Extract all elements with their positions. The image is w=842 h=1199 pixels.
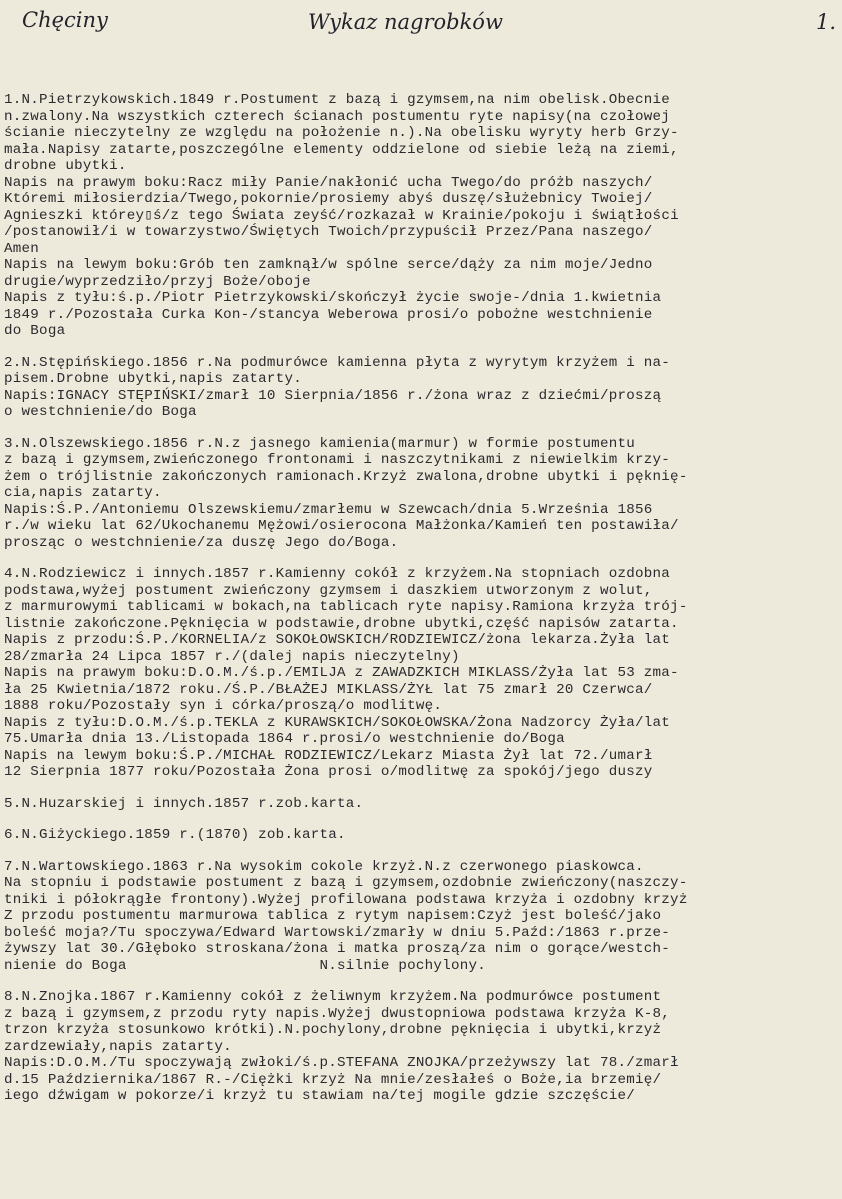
typed-line: żywszy lat 30./Głęboko stroskana/żona i matka proszą/za nim o gorące/westch- [4, 941, 671, 957]
handwritten-place-note: Chęciny [22, 8, 108, 32]
typed-inventory-body [0, 92, 842, 1120]
typed-line: tniki i półokrągłe frontony).Wyżej profilowana podstawa krzyża i ozdobny krzyż [4, 891, 688, 908]
typed-line: Na stopniu i podstawie postument z bazą i gzymsem,ozdobnie zwieńczony(naszczy- [4, 875, 688, 891]
typed-line: 3.N.Olszewskiego.1856 r.N.z jasnego kamienia(marmur) w formie postumentu [4, 435, 635, 452]
typed-line: Napis z tyłu:ś.p./Piotr Pietrzykowski/skończył życie swoje-/dnia 1.kwietnia [4, 290, 662, 306]
typed-line: Napis na prawym boku:D.O.M./ś.p./EMILJA z ZAWADZKICH MIKLASS/Żyła lat 53 zma- [4, 665, 679, 681]
handwritten-page-number: 1. [816, 10, 837, 34]
typed-line: 1849 r./Pozostała Curka Kon-/stancya Weberowa prosi/o pobożne westchnienie [4, 306, 653, 323]
typed-line: do Boga [4, 323, 66, 339]
inventory-entry [0, 859, 842, 975]
typed-line: ścianie nieczytelny ze względu na położenie n.).Na obelisku wyryty herb Grzy- [4, 125, 679, 141]
typed-line: d.15 Października/1867 R.-/Ciężki krzyż Na mnie/zesłałeś o Boże,ia brzemię/ [4, 1071, 662, 1088]
handwritten-title: Wykaz nagrobków [308, 10, 503, 34]
typed-line: 2.N.Stępińskiego.1856 r.Na podmurówce kamienna płyta z wyrytym krzyżem i na- [4, 354, 671, 371]
inventory-entry [0, 355, 842, 421]
inventory-entry [0, 566, 842, 781]
typed-line: cia,napis zatarty. [4, 485, 162, 501]
typed-line: trzon krzyża stosunkowo krótki).N.pochylony,drobne pęknięcia i ubytki,krzyż [4, 1022, 662, 1038]
typed-line: iego dźwigam w pokorze/i krzyż tu stawiam na/tej mogile gdzie szczęście/ [4, 1088, 635, 1104]
inventory-entry [0, 989, 842, 1105]
typed-line: 12 Sierpnia 1877 roku/Pozostała Żona prosi o/modlitwę za spokój/jego duszy [4, 764, 653, 780]
typed-line: 28/zmarła 24 Lipca 1857 r./(dalej napis nieczytelny) [4, 648, 460, 665]
typed-line: 5.N.Huzarskiej i innych.1857 r.zob.karta. [4, 795, 364, 812]
typed-line: listnie zakończone.Pęknięcia w podstawie,drobne ubytki,część napisów zatarta. [4, 615, 679, 632]
typed-line: Napis na prawym boku:Racz miły Panie/nakłonić ucha Twego/do próżb naszych/ [4, 174, 653, 191]
typed-line: z bazą i gzymsem,zwieńczonego frontonami i naszczytnikami z niewielkim krzy- [4, 452, 671, 468]
typed-line: /postanowił/i w towarzystwo/Świętych Twoich/przypuścił Przez/Pana naszego/ [4, 224, 653, 240]
typed-line: Napis:Ś.P./Antoniemu Olszewskiemu/zmarłemu w Szewcach/dnia 5.Września 1856 [4, 501, 653, 518]
typed-line: 75.Umarła dnia 13./Listopada 1864 r.prosi/o westchnienie do/Boga [4, 731, 565, 747]
typed-line: 1.N.Pietrzykowskich.1849 r.Postument z bazą i gzymsem,na nim obelisk.Obecnie [4, 92, 671, 108]
typed-line: prosząc o westchnienie/za duszę Jego do/Boga. [4, 534, 399, 551]
typed-line: Napis:IGNACY STĘPIŃSKI/zmarł 10 Sierpnia/1856 r./żona wraz z dziećmi/proszą [4, 387, 662, 404]
typed-line: z bazą i gzymsem,z przodu ryty napis.Wyżej dwustopniowa podstawa krzyża K-8, [4, 1005, 671, 1022]
typed-line: Amen [4, 240, 40, 257]
typed-line: Napis z tyłu:D.O.M./ś.p.TEKLA z KURAWSKICH/SOKOŁOWSKA/Żona Nadzorcy Żyła/lat [4, 714, 671, 731]
typed-line: Napis z przodu:Ś.P./KORNELIA/z SOKOŁOWSKICH/RODZIEWICZ/żona lekarza.Żyła lat [4, 632, 671, 648]
typed-line: 7.N.Wartowskiego.1863 r.Na wysokim cokole krzyż.N.z czerwonego piaskowca. [4, 858, 644, 875]
typed-line: r./w wieku lat 62/Ukochanemu Mężowi/osierocona Małżonka/Kamień ten postawiła/ [4, 518, 679, 534]
typed-line: żem o trójlistnie zakończonych ramionach.Krzyż zwalona,drobne ubytki i pęknię- [4, 468, 688, 485]
inventory-entry [0, 827, 842, 844]
typed-line: nienie do Boga N.silnie pochylony. [4, 957, 487, 974]
typed-line: ła 25 Kwietnia/1872 roku./Ś.P./BŁAŻEJ MIKLASS/ŻYŁ lat 75 zmarł 20 Czerwca/ [4, 681, 653, 698]
typed-line: o westchnienie/do Boga [4, 404, 197, 420]
typed-line: Napis na lewym boku:Ś.P./MICHAŁ RODZIEWICZ/Lekarz Miasta Żył lat 72./umarł [4, 747, 653, 764]
typed-line: 4.N.Rodziewicz i innych.1857 r.Kamienny cokół z krzyżem.Na stopniach ozdobna [4, 566, 671, 582]
typed-line: Napis:D.O.M./Tu spoczywają zwłoki/ś.p.STEFANA ZNOJKA/przeżywszy lat 78./zmarł [4, 1055, 679, 1071]
typed-line: zardzewiały,napis zatarty. [4, 1038, 232, 1055]
typed-line: drugie/wyprzedziło/przyj Boże/oboje [4, 273, 311, 290]
typed-line: n.zwalony.Na wszystkich czterech ścianach postumentu ryte napisy(na czołowej [4, 108, 671, 125]
typed-line: 6.N.Giżyckiego.1859 r.(1870) zob.karta. [4, 827, 346, 843]
inventory-entry [0, 436, 842, 552]
typed-line: 1888 roku/Pozostały syn i córka/proszą/o modlitwę. [4, 698, 443, 714]
inventory-entry [0, 796, 842, 813]
typed-line: mała.Napisy zatarte,poszczególne elementy oddzielone od siebie leżą na ziemi, [4, 141, 679, 158]
typed-line: Z przodu postumentu marmurowa tablica z rytym napisem:Czyż jest boleść/jako [4, 908, 662, 924]
typed-line: pisem.Drobne ubytki,napis zatarty. [4, 371, 302, 387]
typed-line: Napis na lewym boku:Grób ten zamknął/w spólne serce/dąży za nim moje/Jedno [4, 257, 653, 273]
typed-line: Agnieszki którey▯ś/z tego Świata zeyść/rozkazał w Krainie/pokoju i świątłości [4, 207, 679, 224]
typed-line: z marmurowymi tablicami w bokach,na tablicach ryte napisy.Ramiona krzyża trój- [4, 599, 688, 615]
typed-line: Któremi miłosierdzia/Twego,pokornie/prosiemy abyś duszę/służebnicy Twoiej/ [4, 191, 653, 207]
typed-line: drobne ubytki. [4, 158, 127, 174]
typed-line: podstawa,wyżej postument zwieńczony gzymsem i daszkiem utworzonym z wolut, [4, 582, 653, 599]
inventory-entry [0, 92, 842, 340]
typed-line: boleść moja?/Tu spoczywa/Edward Wartowski/zmarły w dniu 5.Paźd:/1863 r.prze- [4, 924, 671, 941]
typed-line: 8.N.Znojka.1867 r.Kamienny cokół z żeliwnym krzyżem.Na podmurówce postument [4, 989, 662, 1005]
